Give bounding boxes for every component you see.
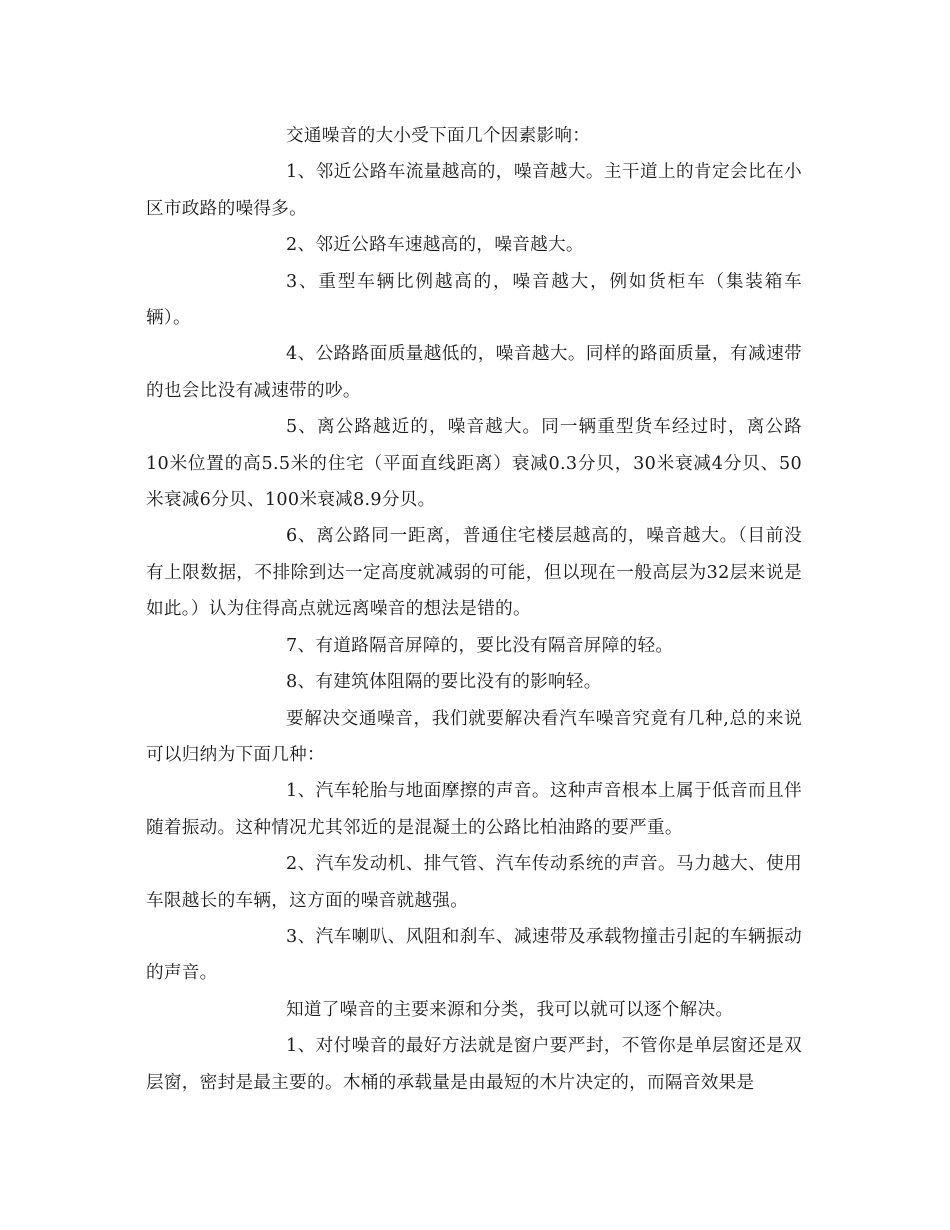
paragraph-solution-window-seal: 1、对付噪音的最好方法就是窗户要严封，不管你是单层窗还是双层窗，密封是最主要的。木桶的承载量是由最短的木片决定的，而隔音效果是 xyxy=(146,1036,802,1093)
paragraph-factor-traffic-volume: 1、邻近公路车流量越高的，噪音越大。主干道上的肯定会比在小区市政路的噪得多。 xyxy=(146,162,802,219)
paragraph-solutions-intro: 知道了噪音的主要来源和分类，我可以就可以逐个解决。 xyxy=(286,999,734,1020)
paragraph-factor-distance: 5、离公路越近的，噪音越大。同一辆重型货车经过时，离公路10米位置的高5.5米的住宅（平面直线距离）衰减0.3分贝，30米衰减4分贝、50米衰减6分贝、100米衰减8.9分贝。 xyxy=(146,417,802,511)
paragraph-noise-types-intro: 要解决交通噪音，我们就要解决看汽车噪音究竟有几种,总的来说可以归纳为下面几种： xyxy=(146,708,802,765)
paragraph-type-engine: 2、汽车发动机、排气管、汽车传动系统的声音。马力越大、使用车限越长的车辆，这方面的噪音就越强。 xyxy=(146,854,802,911)
paragraph-factor-sound-barrier: 7、有道路隔音屏障的，要比没有隔音屏障的轻。 xyxy=(286,635,674,656)
paragraph-factor-road-quality: 4、公路路面质量越低的，噪音越大。同样的路面质量，有减速带的也会比没有减速带的吵。 xyxy=(146,344,802,401)
paragraph-factor-heavy-vehicles: 3、重型车辆比例越高的，噪音越大，例如货柜车（集装箱车辆）。 xyxy=(146,271,802,329)
paragraph-factor-floor-height: 6、离公路同一距离，普通住宅楼层越高的，噪音越大。（目前没有上限数据，不排除到达一定高度就减弱的可能，但以现在一般高层为32层来说是如此。）认为住得高点就远离噪音的想法是错的。 xyxy=(146,526,802,620)
paragraph-type-tire-friction: 1、汽车轮胎与地面摩擦的声音。这种声音根本上属于低音而且伴随着振动。这种情况尤其邻近的是混凝土的公路比柏油路的要严重。 xyxy=(146,781,802,838)
document-page xyxy=(146,118,802,1101)
paragraph-noise-factors-intro: 交通噪音的大小受下面几个因素影响： xyxy=(286,126,591,146)
paragraph-factor-speed: 2、邻近公路车速越高的，噪音越大。 xyxy=(286,235,584,256)
paragraph-factor-building-block: 8、有建筑体阻隔的要比没有的影响轻。 xyxy=(286,672,602,693)
paragraph-type-horn-brake: 3、汽车喇叭、风阻和刹车、减速带及承载物撞击引起的车辆振动的声音。 xyxy=(146,926,802,984)
